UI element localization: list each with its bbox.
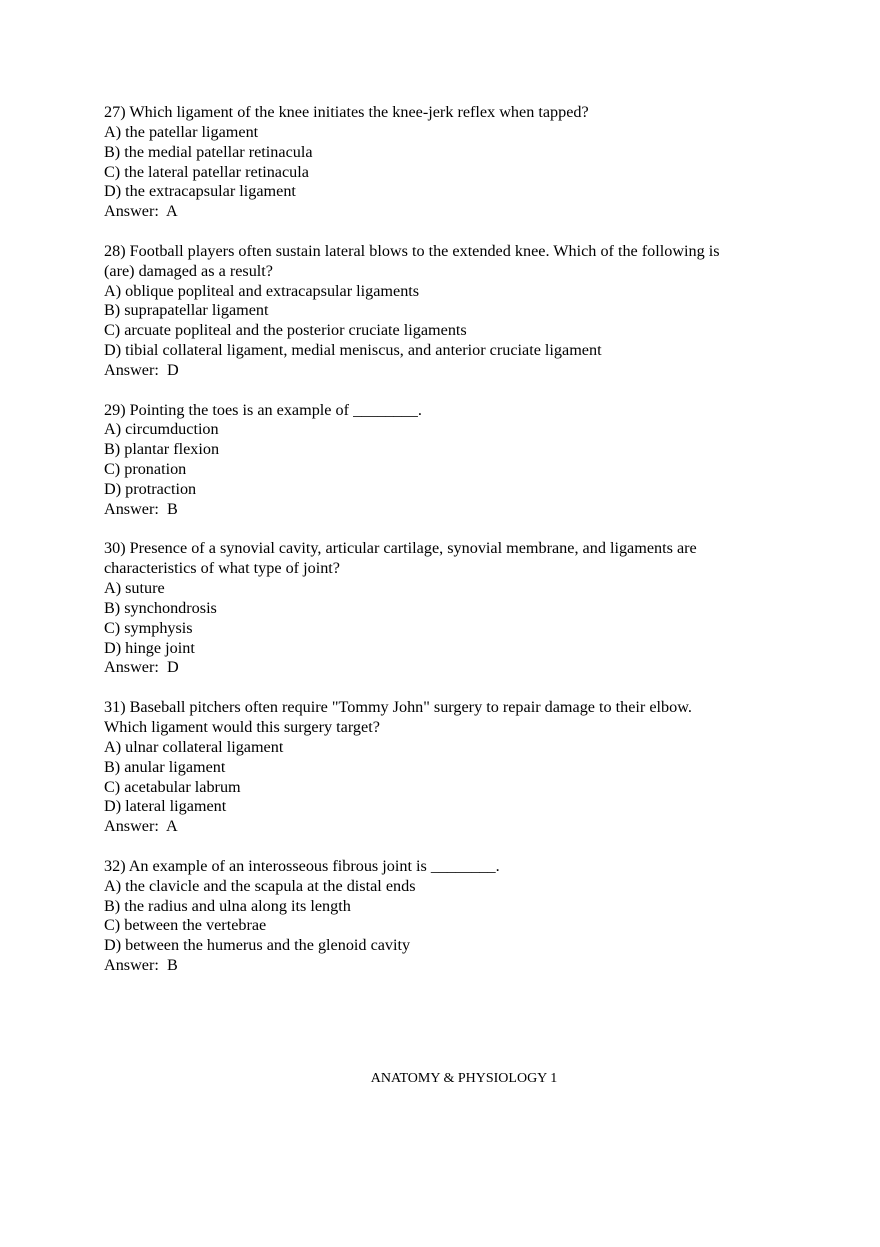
option-b: B) plantar flexion: [104, 440, 220, 459]
question-list: [104, 103, 784, 996]
option-c: C) arcuate popliteal and the posterior cruciate ligaments: [104, 321, 467, 340]
answer: Answer: A: [104, 817, 178, 836]
option-d: D) tibial collateral ligament, medial meniscus, and anterior cruciate ligament: [104, 341, 602, 360]
option-d: D) the extracapsular ligament: [104, 182, 296, 201]
question-stem-continued: (are) damaged as a result?: [104, 261, 273, 280]
question-30: [104, 539, 784, 678]
option-c: C) symphysis: [104, 618, 193, 637]
question-stem: 31) Baseball pitchers often require "Tommy John" surgery to repair damage to their elbow.: [104, 698, 692, 717]
option-c: C) acetabular labrum: [104, 777, 241, 796]
option-b: B) anular ligament: [104, 757, 226, 776]
option-d: D) lateral ligament: [104, 797, 227, 816]
option-c: C) the lateral patellar retinacula: [104, 162, 309, 181]
answer: Answer: B: [104, 956, 178, 975]
answer: Answer: A: [104, 202, 178, 221]
option-a: A) the patellar ligament: [104, 122, 259, 141]
question-stem-continued: Which ligament would this surgery target?: [104, 717, 380, 736]
question-stem-continued: characteristics of what type of joint?: [104, 559, 340, 578]
option-b: B) suprapatellar ligament: [104, 301, 269, 320]
question-31: [104, 698, 784, 837]
option-a: A) suture: [104, 579, 165, 598]
option-b: B) synchondrosis: [104, 598, 217, 617]
question-stem: 30) Presence of a synovial cavity, articular cartilage, synovial membrane, and ligaments are: [104, 539, 697, 558]
question-stem: 29) Pointing the toes is an example of ________.: [104, 400, 422, 419]
option-a: A) oblique popliteal and extracapsular ligaments: [104, 281, 420, 300]
question-27: [104, 103, 784, 222]
option-d: D) between the humerus and the glenoid cavity: [104, 936, 411, 955]
option-a: A) the clavicle and the scapula at the distal ends: [104, 876, 416, 895]
option-a: A) ulnar collateral ligament: [104, 737, 284, 756]
question-28: [104, 242, 784, 381]
question-stem: 27) Which ligament of the knee initiates the knee-jerk reflex when tapped?: [104, 103, 589, 121]
option-b: B) the radius and ulna along its length: [104, 896, 351, 915]
answer: Answer: D: [104, 360, 179, 379]
question-stem: 32) An example of an interosseous fibrous joint is ________.: [104, 856, 500, 875]
option-d: D) hinge joint: [104, 638, 195, 657]
option-c: C) between the vertebrae: [104, 916, 267, 935]
option-c: C) pronation: [104, 460, 187, 479]
question-32: [104, 857, 784, 976]
option-d: D) protraction: [104, 479, 197, 498]
answer: Answer: B: [104, 499, 178, 518]
option-b: B) the medial patellar retinacula: [104, 142, 313, 161]
question-29: [104, 401, 784, 520]
answer: Answer: D: [104, 658, 179, 677]
question-stem: 28) Football players often sustain lateral blows to the extended knee. Which of the following is: [104, 241, 720, 260]
option-a: A) circumduction: [104, 420, 219, 439]
page-footer: ANATOMY & PHYSIOLOGY 1: [370, 1071, 558, 1086]
